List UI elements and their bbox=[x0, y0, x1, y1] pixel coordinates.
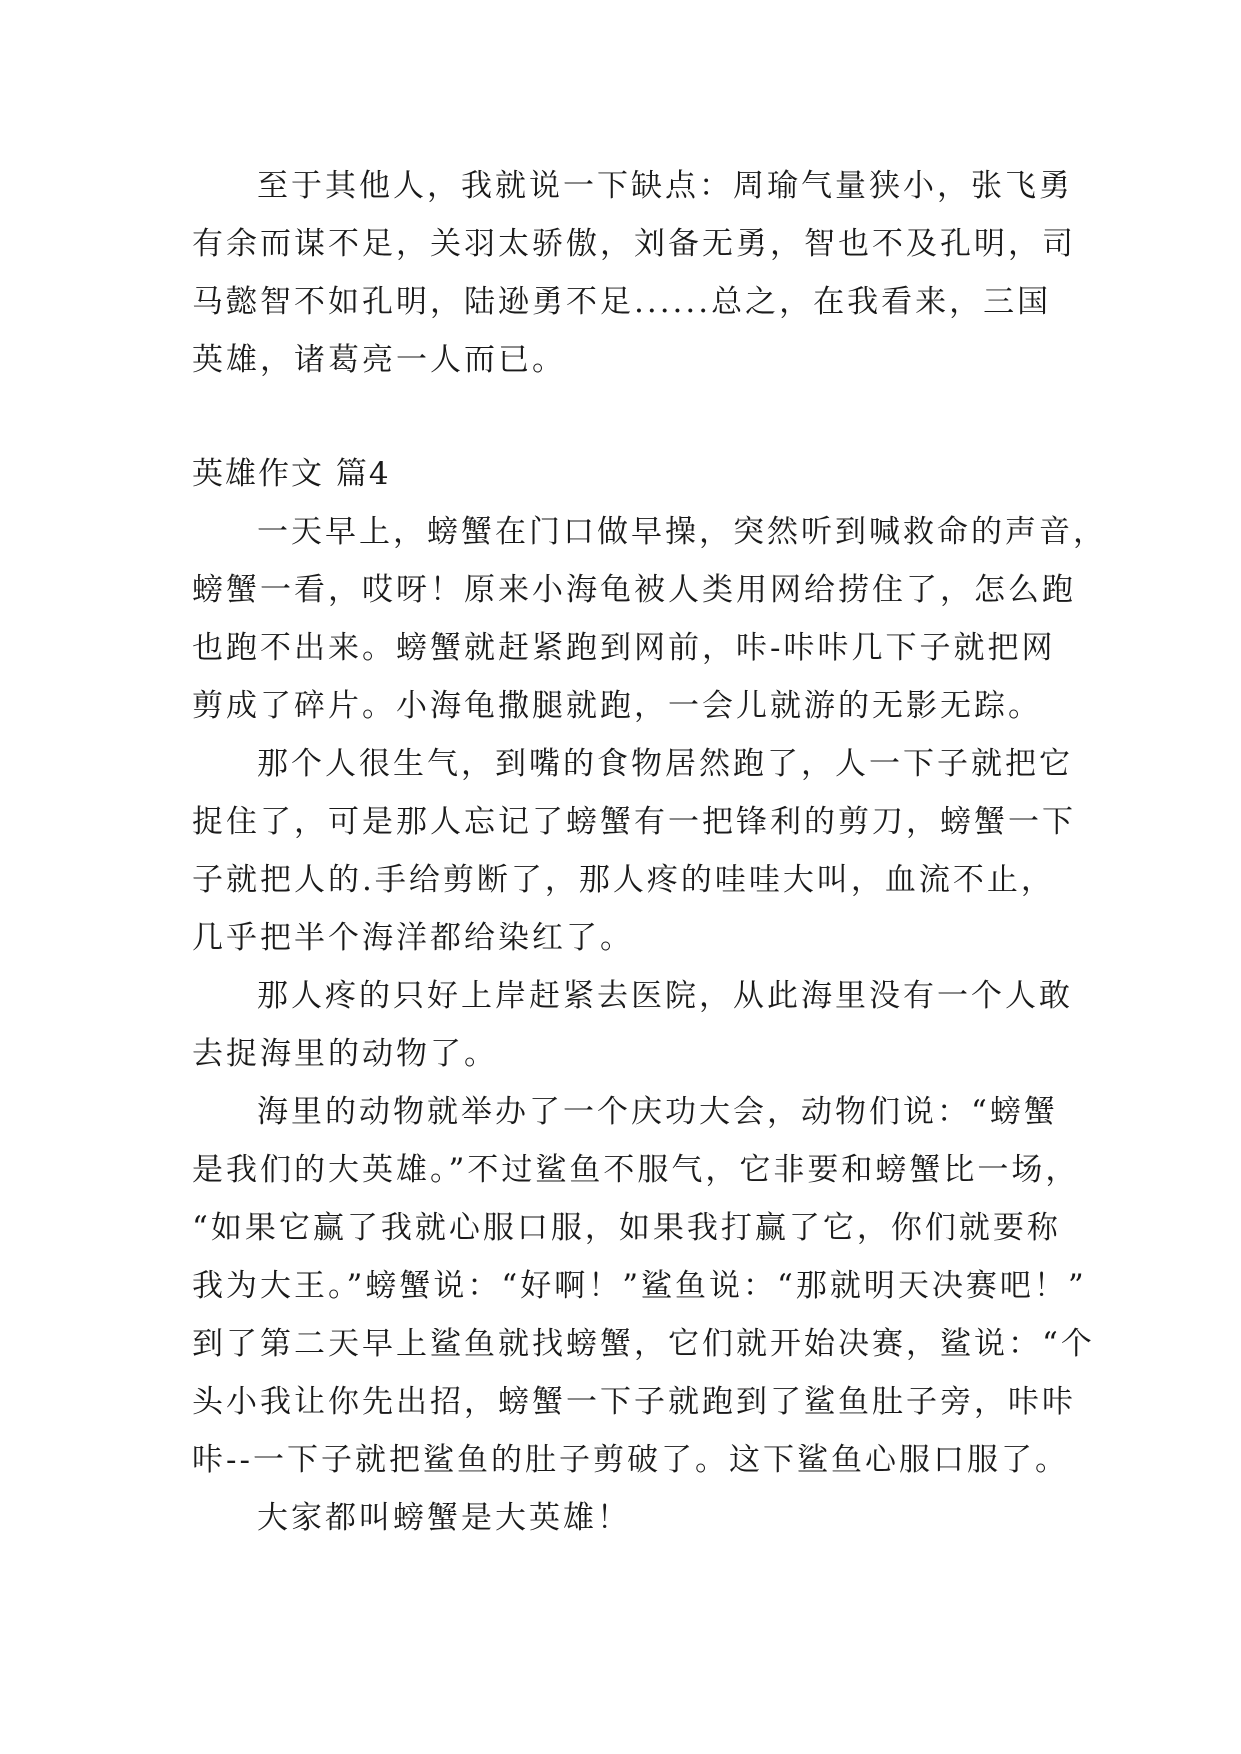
paragraph-line: 子就把人的.手给剪断了，那人疼的哇哇大叫，血流不止， bbox=[192, 862, 1055, 898]
paragraph-line: 我为大王。”螃蟹说：“好啊！”鲨鱼说：“那就明天决赛吧！” bbox=[192, 1268, 1087, 1304]
paragraph-line: 有余而谋不足，关羽太骄傲，刘备无勇，智也不及孔明，司 bbox=[192, 226, 1076, 262]
paragraph-line: 那个人很生气，到嘴的食物居然跑了，人一下子就把它 bbox=[257, 746, 1073, 782]
paragraph-line: 剪成了碎片。小海龟撒腿就跑，一会儿就游的无影无踪。 bbox=[192, 688, 1042, 724]
paragraph-line: 英雄，诸葛亮一人而已。 bbox=[192, 342, 566, 378]
paragraph-line: 捉住了，可是那人忘记了螃蟹有一把锋利的剪刀，螃蟹一下 bbox=[192, 804, 1076, 840]
paragraph-line: 咔--一下子就把鲨鱼的肚子剪破了。这下鲨鱼心服口服了。 bbox=[192, 1442, 1069, 1478]
paragraph-line: 螃蟹一看，哎呀！原来小海龟被人类用网给捞住了，怎么跑 bbox=[192, 572, 1076, 608]
section-heading: 英雄作文 篇4 bbox=[192, 456, 391, 492]
paragraph-line: 头小我让你先出招，螃蟹一下子就跑到了鲨鱼肚子旁，咔咔 bbox=[192, 1384, 1076, 1420]
paragraph-line: 也跑不出来。螃蟹就赶紧跑到网前，咔-咔咔几下子就把网 bbox=[192, 630, 1056, 666]
paragraph-line: 那人疼的只好上岸赶紧去医院，从此海里没有一个人敢 bbox=[257, 978, 1073, 1014]
paragraph-line: 到了第二天早上鲨鱼就找螃蟹，它们就开始决赛，鲨说：“个 bbox=[192, 1326, 1095, 1362]
paragraph-line: 至于其他人，我就说一下缺点：周瑜气量狭小，张飞勇 bbox=[257, 168, 1073, 204]
paragraph-line: 一天早上，螃蟹在门口做早操，突然听到喊救命的声音， bbox=[257, 514, 1107, 550]
paragraph-line: 海里的动物就举办了一个庆功大会，动物们说：“螃蟹 bbox=[257, 1094, 1058, 1130]
paragraph-line: 几乎把半个海洋都给染红了。 bbox=[192, 920, 634, 956]
paragraph-line: 马懿智不如孔明，陆逊勇不足......总之，在我看来，三国 bbox=[192, 284, 1052, 320]
paragraph-line: 去捉海里的动物了。 bbox=[192, 1036, 498, 1072]
paragraph-line: “如果它赢了我就心服口服，如果我打赢了它，你们就要称 bbox=[192, 1210, 1061, 1246]
paragraph-line: 是我们的大英雄。”不过鲨鱼不服气，它非要和螃蟹比一场， bbox=[192, 1152, 1080, 1188]
paragraph-line: 大家都叫螃蟹是大英雄！ bbox=[257, 1500, 631, 1536]
